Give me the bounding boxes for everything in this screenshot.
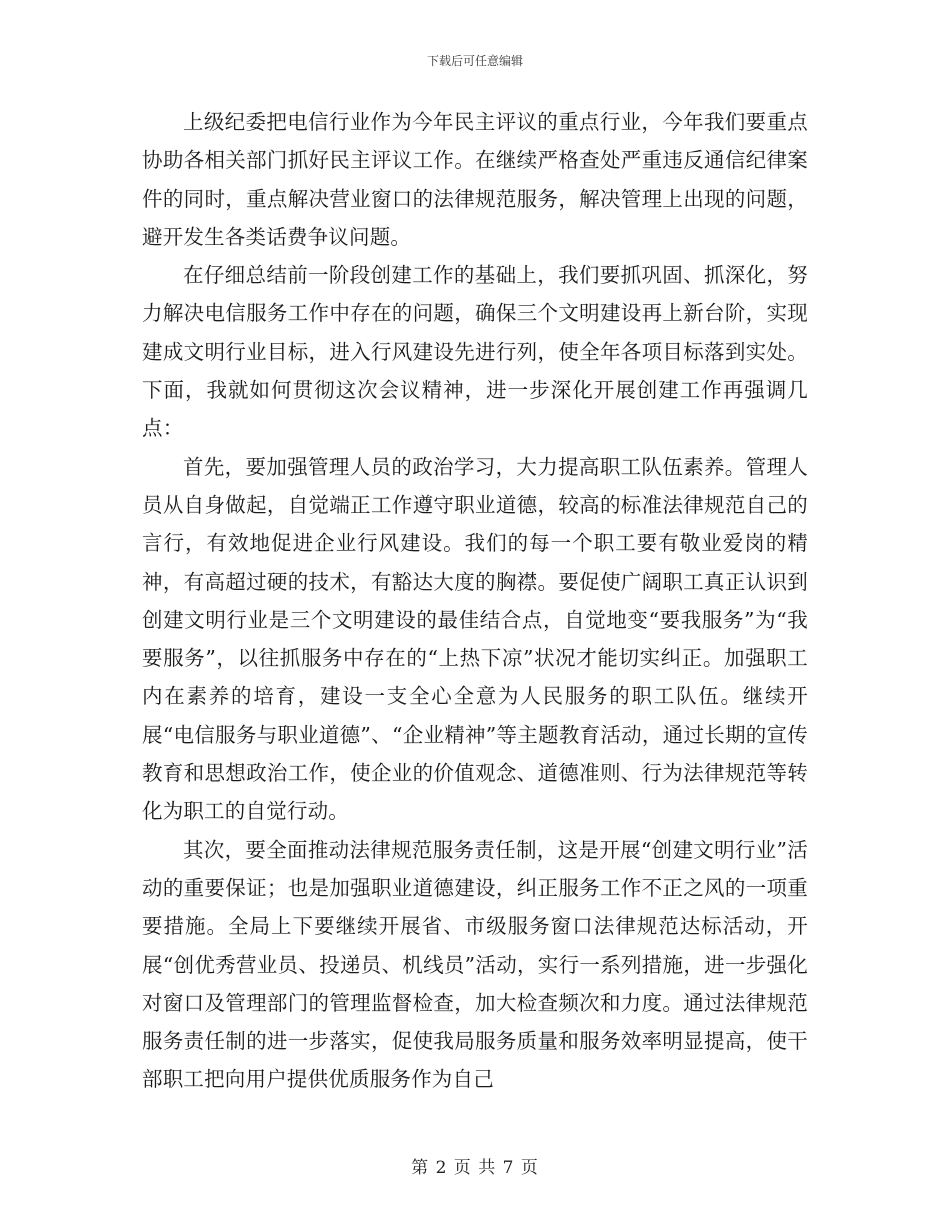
document-body [142,103,808,1099]
paragraph-3: 首先，要加强管理人员的政治学习，大力提高职工队伍素养。管理人员从自身做起，自觉端正工作遵守职业道德，较高的标准法律规范自己的言行，有效地促进企业行风建设。我们的每一个职工要有敬业爱岗的精神，有高超过硬的技术，有豁达大度的胸襟。要促使广阔职工真正认识到创建文明行业是三个文明建设的最佳结合点，自觉地变“要我服务”为“我要服务”，以往抓服务中存在的“上热下凉”状况才能切实纠正。加强职工内在素养的培育，建设一支全心全意为人民服务的职工队伍。继续开展“电信服务与职业道德”、“企业精神”等主题教育活动，通过长期的宣传教育和思想政治工作，使企业的价值观念、道德准则、行为法律规范等转化为职工的自觉行动。 [142,454,808,824]
page-number-footer: 第 2 页 共 7 页 [411,1158,539,1178]
paragraph-1: 上级纪委把电信行业作为今年民主评议的重点行业，今年我们要重点协助各相关部门抓好民主评议工作。在继续严格查处严重违反通信纪律案件的同时，重点解决营业窗口的法律规范服务，解决管理上出现的问题，避开发生各类话费争议问题。 [142,110,808,249]
paragraph-4: 其次，要全面推动法律规范服务责任制，这是开展“创建文明行业”活动的重要保证；也是加强职业道德建设，纠正服务工作不正之风的一项重要措施。全局上下要继续开展省、市级服务窗口法律规范达标活动，开展“创优秀营业员、投递员、机线员”活动，实行一系列措施，进一步强化对窗口及管理部门的管理监督检查，加大检查频次和力度。通过法律规范服务责任制的进一步落实，促使我局服务质量和服务效率明显提高，使干部职工把向用户提供优质服务作为自己 [142,837,808,1092]
page-header-note: 下载后可任意编辑 [426,54,523,68]
paragraph-2: 在仔细总结前一阶段创建工作的基础上，我们要抓巩固、抓深化，努力解决电信服务工作中存在的问题，确保三个文明建设再上新台阶，实现建成文明行业目标，进入行风建设先进行列，使全年各项目标落到实处。下面，我就如何贯彻这次会议精神，进一步深化开展创建工作再强调几点： [142,263,808,441]
